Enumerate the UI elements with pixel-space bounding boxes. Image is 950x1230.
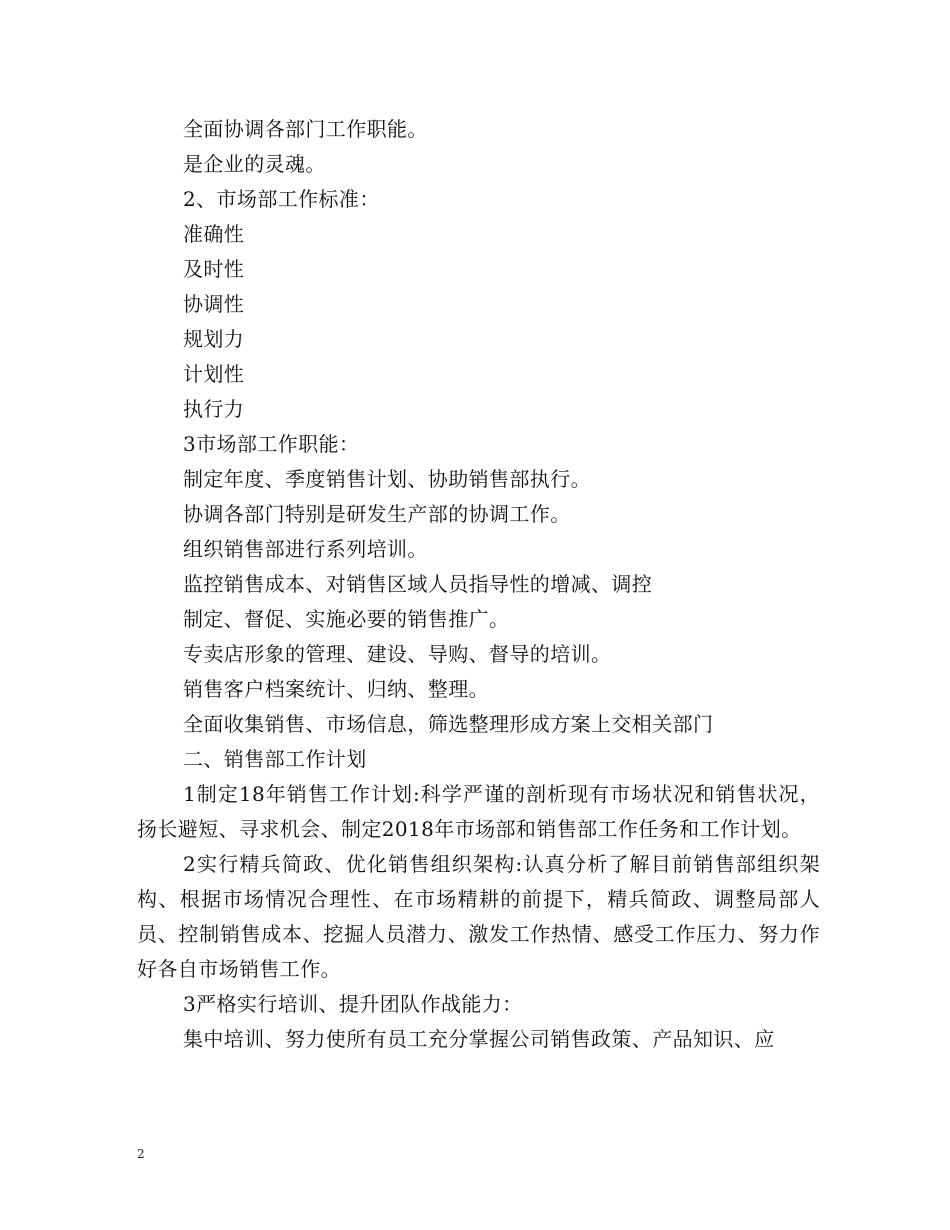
paragraph: 1制定18年销售工作计划:科学严谨的剖析现有市场状况和销售状况，扬长避短、寻求机会、制定2018年市场部和销售部工作任务和工作计划。 (137, 782, 820, 841)
text-line: 是企业的灵魂。 (183, 152, 326, 176)
text-line: 全面协调各部门工作职能。 (183, 117, 428, 141)
list-item: 销售客户档案统计、归纳、整理。 (183, 677, 489, 701)
paragraph: 2实行精兵简政、优化销售组织架构:认真分析了解目前销售部组织架构、根据市场情况合理性、在市场精耕的前提下，精兵简政、调整局部人员、控制销售成本、挖掘人员潜力、激发工作热情、感受工作压力、努力作好各自市场销售工作。 (137, 852, 820, 981)
list-item: 规划力 (183, 327, 245, 351)
section-heading: 二、销售部工作计划 (183, 747, 367, 771)
list-item: 制定年度、季度销售计划、协助销售部执行。 (183, 467, 591, 491)
list-item: 协调性 (183, 292, 245, 316)
list-item: 及时性 (183, 257, 245, 281)
list-item: 准确性 (183, 222, 245, 246)
list-item: 专卖店形象的管理、建设、导购、督导的培训。 (183, 642, 612, 666)
page-number: 2 (137, 1147, 145, 1161)
section-heading: 3市场部工作职能： (183, 432, 360, 456)
paragraph: 3严格实行培训、提升团队作战能力： (183, 992, 523, 1016)
section-heading: 2、市场部工作标准： (183, 187, 380, 211)
list-item: 协调各部门特别是研发生产部的协调工作。 (183, 502, 571, 526)
list-item: 执行力 (183, 397, 245, 421)
paragraph: 集中培训、努力使所有员工充分掌握公司销售政策、产品知识、应 (183, 1027, 775, 1051)
list-item: 制定、督促、实施必要的销售推广。 (183, 607, 510, 631)
list-item: 计划性 (183, 362, 245, 386)
list-item: 组织销售部进行系列培训。 (183, 537, 428, 561)
document-body (137, 112, 820, 1057)
list-item: 监控销售成本、对销售区域人员指导性的增减、调控 (183, 572, 653, 596)
list-item: 全面收集销售、市场信息，筛选整理形成方案上交相关部门 (183, 712, 714, 736)
